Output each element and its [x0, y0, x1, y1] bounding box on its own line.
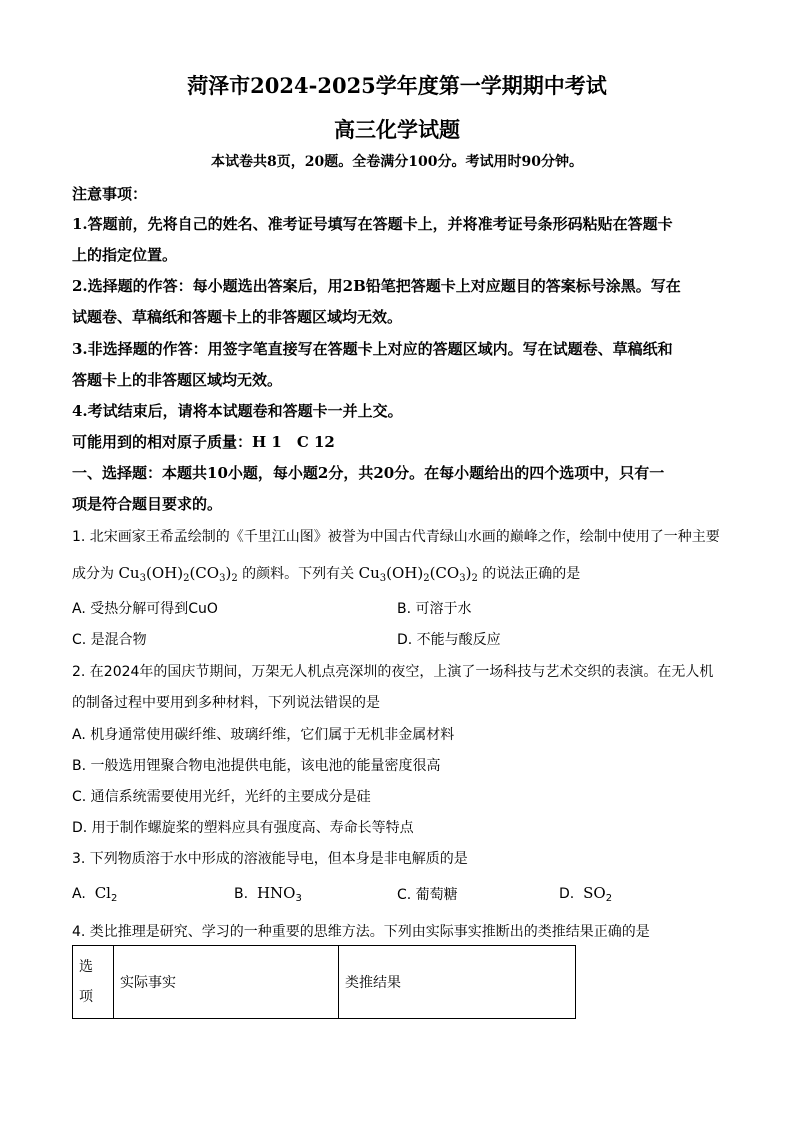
- q2-stem-line1: 2. 在2024年的国庆节期间，万架无人机点亮深圳的夜空，上演了一场科技与艺术交织的表演。在无人机: [72, 664, 714, 680]
- table-row: [73, 946, 576, 1019]
- q2-option-a[interactable]: A. 机身通常使用碳纤维、玻璃纤维，它们属于无机非金属材料: [72, 727, 455, 743]
- notice-item4: 4.考试结束后，请将本试题卷和答题卡一并上交。: [72, 402, 403, 420]
- notice-item3-line1: 3.非选择题的作答：用签字笔直接写在答题卡上对应的答题区域内。写在试题卷、草稿纸和: [72, 340, 673, 358]
- q1-formula-1: $Cu_3(OH)_2(CO_3)_2$: [118, 564, 238, 584]
- q2-option-c[interactable]: C. 通信系统需要使用光纤，光纤的主要成分是硅: [72, 789, 371, 805]
- q3-option-a[interactable]: A. $Cl_2$: [72, 884, 118, 904]
- q1-text-b: 的颜料。下列有关: [242, 566, 355, 582]
- q1-text-a: 成分为: [72, 566, 114, 582]
- section1-line2: 项是符合题目要求的。: [72, 495, 223, 513]
- q3-option-d[interactable]: D. $SO_2$: [559, 884, 613, 904]
- q1-stem-line1: 1. 北宋画家王希孟绘制的《千里江山图》被誉为中国古代青绿山水画的巅峰之作，绘制中使用了一种主要: [72, 529, 720, 545]
- notice-heading: 注意事项：: [72, 185, 148, 203]
- q4-stem: 4. 类比推理是研究、学习的一种重要的思维方法。下列由实际事实推断出的类推结果正确的是: [72, 924, 650, 940]
- exam-title: 菏泽市2024-2025学年度第一学期期中考试: [187, 73, 607, 98]
- q1-stem-line2: [72, 563, 722, 584]
- table-header-fact: 实际事实: [114, 946, 339, 1019]
- q4-table: [72, 945, 576, 1019]
- q1-option-d[interactable]: D. 不能与酸反应: [397, 632, 501, 648]
- exam-info: 本试卷共8页，20题。全卷满分100分。考试用时90分钟。: [211, 154, 583, 170]
- exam-subtitle: 高三化学试题: [334, 117, 460, 142]
- q1-formula-2: $Cu_3(OH)_2(CO_3)_2$: [358, 564, 478, 584]
- section1-line1: 一、选择题：本题共10小题，每小题2分，共20分。在每小题给出的四个选项中，只有一: [72, 464, 665, 482]
- q2-option-b[interactable]: B. 一般选用锂聚合物电池提供电能，该电池的能量密度很高: [72, 758, 441, 774]
- q2-option-d[interactable]: D. 用于制作螺旋桨的塑料应具有强度高、寿命长等特点: [72, 820, 414, 836]
- q1-text-c: 的说法正确的是: [482, 566, 581, 582]
- q1-option-a[interactable]: A. 受热分解可得到CuO: [72, 601, 218, 617]
- notice-item1-line1: 1.答题前，先将自己的姓名、准考证号填写在答题卡上，并将准考证号条形码粘贴在答题卡: [72, 215, 673, 233]
- notice-item2-line2: 试题卷、草稿纸和答题卡上的非答题区域均无效。: [72, 308, 403, 326]
- q3-stem: 3. 下列物质溶于水中形成的溶液能导电，但本身是非电解质的是: [72, 851, 468, 867]
- q2-stem-line2: 的制备过程中要用到多种材料，下列说法错误的是: [72, 695, 380, 711]
- q3-option-c[interactable]: C. 葡萄糖: [397, 887, 458, 903]
- atomic-mass: 可能用到的相对原子质量：H 1 C 12: [72, 433, 335, 451]
- q3-option-b[interactable]: B. $HNO_3$: [234, 884, 302, 904]
- table-header-option: 选 项: [73, 946, 114, 1019]
- notice-item1-line2: 上的指定位置。: [72, 246, 178, 264]
- q1-option-c[interactable]: C. 是混合物: [72, 632, 147, 648]
- q1-option-b[interactable]: B. 可溶于水: [397, 601, 472, 617]
- notice-item3-line2: 答题卡上的非答题区域均无效。: [72, 371, 283, 389]
- notice-item2-line1: 2.选择题的作答：每小题选出答案后，用2B铅笔把答题卡上对应题目的答案标号涂黑。写在: [72, 277, 681, 295]
- table-header-result: 类推结果: [339, 946, 576, 1019]
